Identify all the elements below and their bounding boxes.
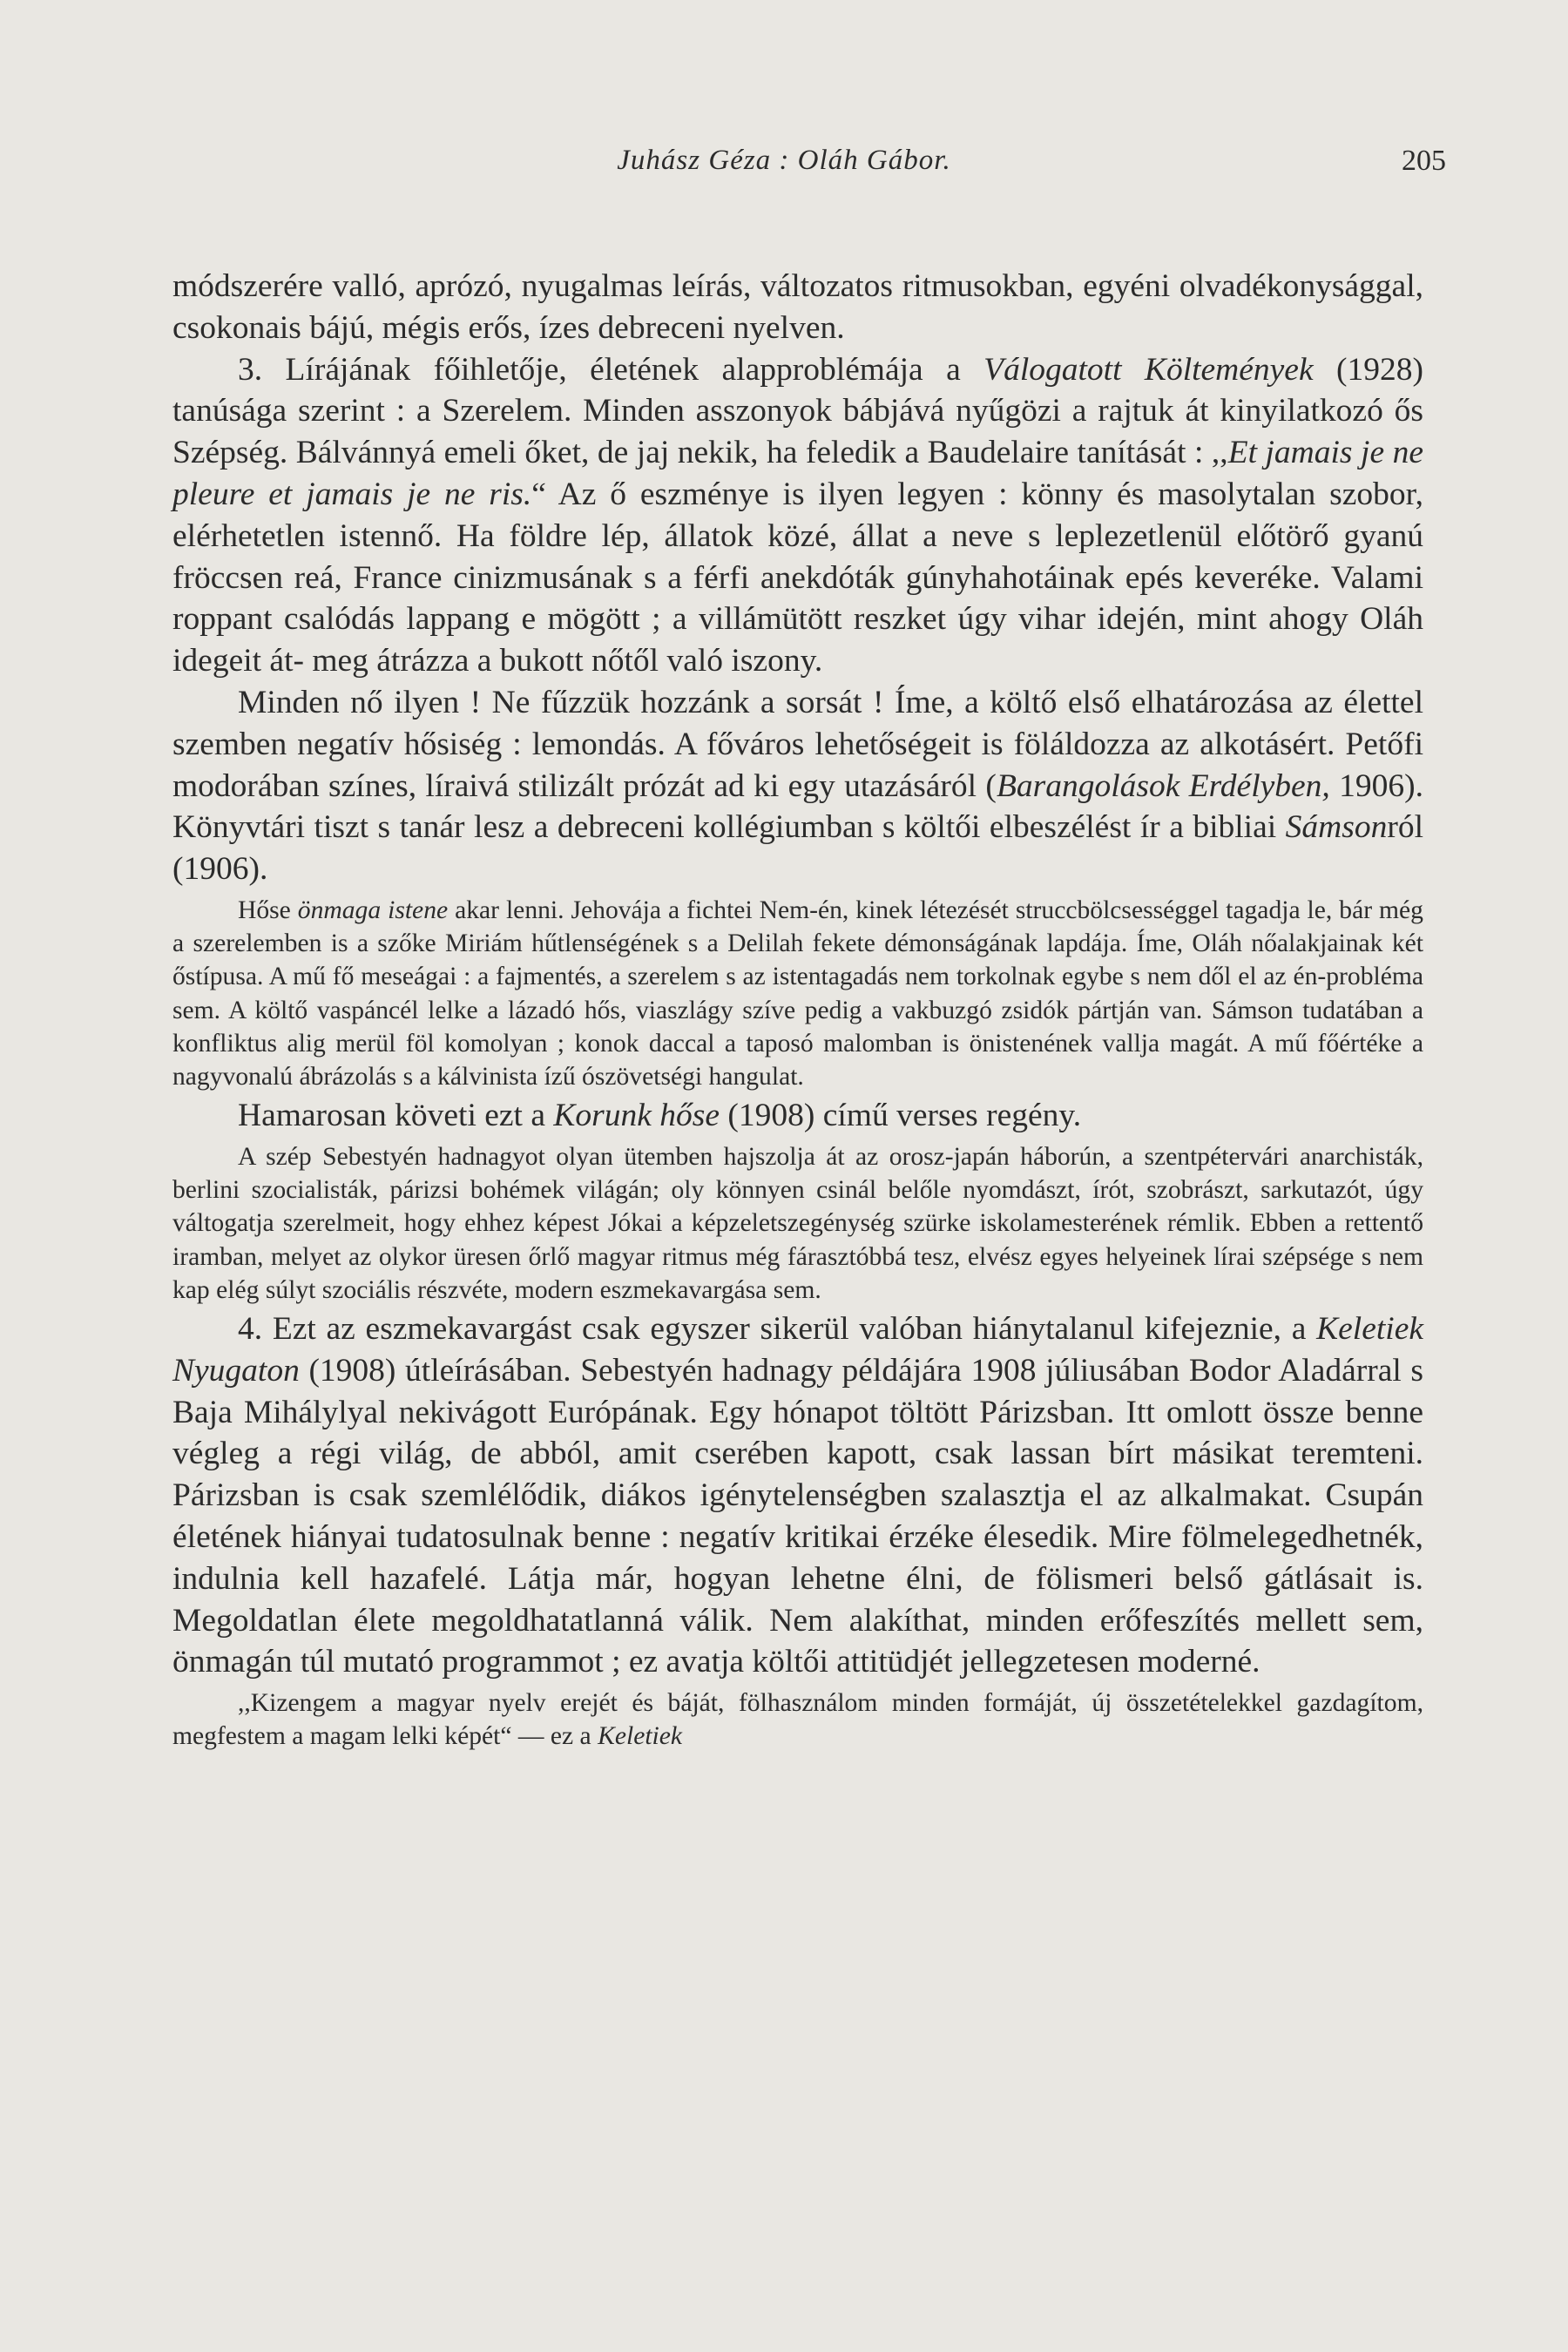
paragraph-4-text-a: Hőse — [238, 896, 298, 924]
paragraph-5-text-c: (1908) című verses regény. — [719, 1098, 1082, 1134]
paragraph-3-text-c: 1906). Könyvtári tiszt s tanár lesz a debreceni kollégiumban s költői elbeszélést ír a bibliai — [172, 767, 1423, 846]
paragraph-4-small — [172, 894, 1423, 1093]
paragraph-1: módszerére valló, aprózó, nyugalmas leírás, változatos ritmusokban, egyéni olvadékonysággal, csokonais bájú, mégis erős, ízes debreceni nyelven. — [172, 268, 1423, 346]
body-text — [172, 266, 1423, 1754]
running-head: Juhász Géza : Oláh Gábor. — [617, 145, 951, 176]
paragraph-2-text-e: “ Az ő eszménye is ilyen legyen : könny és masolytalan szobor, elérhetetlen istennő. Ha földre lép, állatok közé, állat a neve s leplezetlenül előtörő gyanú fröccsen reá, France cinizmusának s a férfi anekdóták gúnyhahotáinak epés keveréke. Valami roppant csalódás lappang e mögött ; a villámütött reszket úgy vihar idején, mint ahogy Oláh idegeit át- meg átrázza a bukott nőtől való iszony. — [172, 476, 1423, 679]
paragraph-5 — [172, 1095, 1423, 1137]
paragraph-7 — [172, 1308, 1423, 1683]
paragraph-2-quote: Et jamais je ne pleure et jamais je ne ris. — [172, 435, 1423, 512]
paragraph-2-text-c: (1928) tanúsága szerint : a Szerelem. Minden asszonyok bábjává nyűgözi a rajtuk át kinyilatkozó ős Szépség. Bálvánnyá emeli őket, de jaj nekik, ha feledik a Baudelaire tanítását : ,, — [172, 351, 1424, 471]
paragraph-3-text-a: Minden nő ilyen ! Ne fűzzük hozzánk a sorsát ! Íme, a költő első elhatározása az élettel szemben negatív hősiség : lemondás. A főváros lehetőségeit is föláldozza az alkotásért. Petőfi modorában színes, líraivá stilizált prózát ad ki egy utazásáról ( — [172, 684, 1423, 804]
paragraph-8-small — [172, 1686, 1423, 1753]
paragraph-2-text-a: 3. Lírájának főihletője, életének alapproblémája a — [238, 351, 984, 388]
paragraph-7-text-c: (1908) útleírásában. Sebestyén hadnagy példájára 1908 júliusában Bodor Aladárral s Baja Mihálylyal nekivágott Európának. Egy hónapot töltött Párizsban. Itt omlott össze benne végleg a régi világ, de abból, amit cserében kapott, csak lassan bírt másikat teremteni. Párizsban is csak szemlélődik, diákos igénytelenségben szalasztja el az alkalmakat. Csupán életének hiányai tudatosulnak benne : negatív kritikai érzéke élesedik. Mire fölmelegedhetnék, indulnia kell hazafelé. Látja már, hogyan lehetne élni, de fölismeri belső gátlásait is. Megoldatlan élete megoldhatatlanná válik. Nem alakíthat, minden erőfeszítés mellett sem, önmagán túl mutató programmot ; ez avatja költői attitüdjét jellegzetesen moderné. — [172, 1352, 1423, 1680]
paragraph-3-text-e: ról (1906). — [172, 809, 1423, 888]
paragraph-5-text-a: Hamarosan követi ezt a — [238, 1098, 554, 1134]
paragraph-3 — [172, 682, 1423, 890]
paragraph-4-italic: önmaga istene — [297, 896, 449, 924]
paragraph-6-small: A szép Sebestyén hadnagyot olyan ütemben hajszolja át az orosz-japán háborún, a szentpétervári anarchisták, berlini szocialisták, párizsi bohémek világán; oly könnyen csinál belőle nyomdászt, írót, szobrászt, sarkutazót, úgy váltogatja szerelmeit, hogy ehhez képest Jókai a képzeletszegénység szürke iskolamesterének rémlik. Ebben a rettentő iramban, melyet az olykor üresen őrlő magyar ritmus még fárasztóbbá tesz, elvész egyes helyeinek lírai szépsége s nem kap elég súlyt szociális részvéte, modern eszmekavargása sem. — [172, 1142, 1423, 1304]
paragraph-5-title: Korunk hőse — [553, 1098, 720, 1134]
page-number: 205 — [1402, 145, 1446, 177]
paragraph-8-title: Keletiek — [598, 1722, 683, 1751]
paragraph-3-title: Barangolások Erdélyben, — [996, 767, 1330, 804]
paragraph-7-text-a: 4. Ezt az eszmekavargást csak egyszer sikerül valóban hiánytalanul kifejeznie, a — [238, 1310, 1317, 1347]
paragraph-7-title: Keletiek Nyugaton — [172, 1310, 1423, 1389]
paragraph-8-text-a: ,,Kizengem a magyar nyelv erejét és báját, fölhasználom minden formáját, új összetételekkel gazdagítom, megfestem a magam lelki képét“ — ez a — [172, 1689, 1423, 1751]
paragraph-3-title-samson: Sámson — [1285, 809, 1388, 846]
paragraph-2 — [172, 349, 1423, 682]
paragraph-2-title: Válogatott Költemények — [983, 351, 1314, 388]
paragraph-4-text-c: akar lenni. Jehovája a fichtei Nem-én, kinek létezését struccbölcsességgel tagadja le, bár még a szerelemben is a szőke Miriám hűtlenségének s a Delilah fekete démonságának lapdája. Íme, Oláh nőalakjainak két őstípusa. A mű fő meseágai : a fajmentés, a szerelem s az istentagadás nem torkolnak egybe s nem dől el az én-probléma sem. A költő vaspáncél lelke a lázadó hős, viaszlágy szíve pedig a vakbuzgó zsidók pártján van. Sámson tudatában a konfliktus alig merül föl komolyan ; konok daccal a taposó malomban is önistenének vallja magát. A mű főértéke a nagyvonalú ábrázolás s a kálvinista ízű ószövetségi hangulat. — [172, 896, 1423, 1091]
page-header — [0, 138, 1568, 190]
